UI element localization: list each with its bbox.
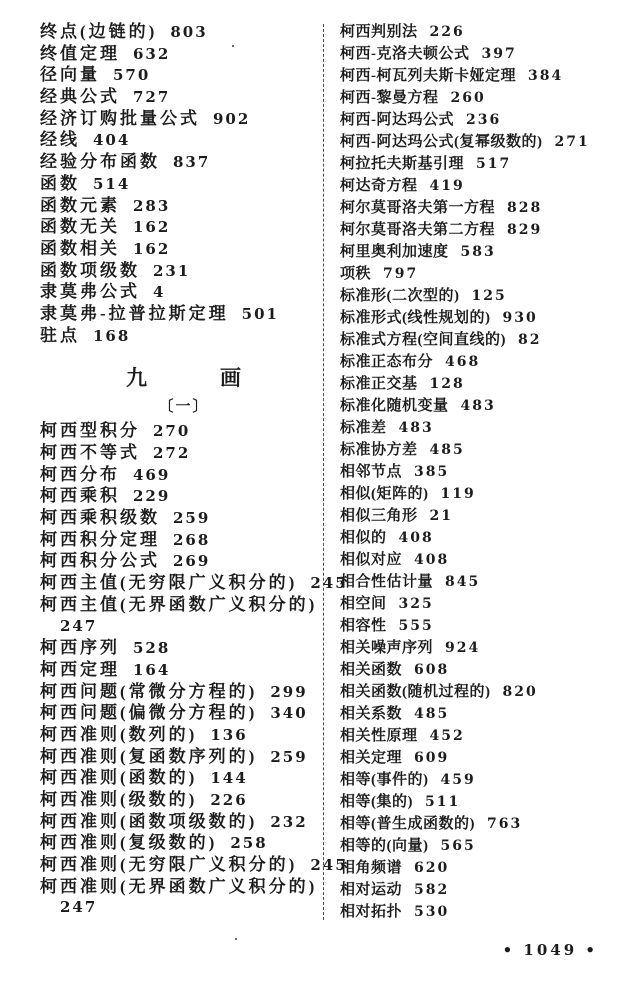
entry-term: 标准正态布分	[340, 354, 434, 370]
index-entry-row	[40, 151, 328, 173]
index-entry-row	[40, 260, 328, 282]
index-entry-row	[40, 195, 328, 217]
index-entry-row	[40, 681, 328, 703]
index-entry-row-wrapped	[40, 876, 328, 898]
blank-row	[40, 346, 328, 362]
entry-term: 相邻节点	[340, 464, 403, 480]
index-entry-row	[40, 724, 328, 746]
entry-term: 相等的(向量)	[340, 838, 429, 854]
index-entry-row	[40, 767, 328, 789]
entry-term: 柯西主值(无穷限广义积分的)	[40, 573, 298, 593]
entry-page-number: 924	[445, 640, 481, 656]
entry-page-number: 483	[460, 398, 496, 414]
entry-page-number: 259	[173, 509, 211, 528]
entry-term: 柯西准则(复级数的)	[40, 833, 218, 853]
entry-page-number: 501	[241, 304, 279, 323]
entry-term: 相等(普生成函数的)	[340, 816, 475, 832]
entry-page-number: 226	[429, 24, 465, 40]
entry-page-number: 608	[414, 662, 450, 678]
scan-speck	[235, 938, 237, 940]
index-entry-row	[40, 281, 328, 303]
entry-term: 柯尔莫哥洛夫第一方程	[340, 200, 496, 216]
index-entry-row	[40, 464, 328, 486]
entry-page-number: 340	[270, 704, 308, 723]
index-entry-row	[340, 483, 635, 505]
entry-page-number: 384	[528, 68, 564, 84]
index-entry-row	[40, 746, 328, 768]
index-entry-row	[340, 813, 635, 835]
entry-page-number: 803	[170, 23, 208, 41]
entry-term: 柯达奇方程	[340, 178, 418, 194]
entry-term: 柯西积分公式	[40, 551, 160, 571]
entry-term: 经典公式	[40, 87, 120, 107]
entry-term: 驻点	[40, 325, 80, 345]
entry-term: 相合性估计量	[340, 574, 434, 590]
index-entry-row	[40, 442, 328, 464]
entry-page-number: 483	[398, 420, 434, 436]
entry-term: 柯西问题(常微分方程的)	[40, 681, 258, 701]
entry-term: 柯西主值(无界函数广义积分的)	[40, 594, 318, 614]
entry-term: 柯西积分定理	[40, 529, 160, 549]
entry-page-number: 583	[460, 244, 496, 260]
index-entry-row	[340, 131, 635, 153]
entry-term: 相似的	[340, 530, 387, 546]
entry-term: 相容性	[340, 618, 387, 634]
entry-term: 柯西不等式	[40, 443, 140, 462]
entry-term: 标准差	[340, 420, 387, 436]
index-entry-continuation-row	[40, 897, 328, 919]
index-entry-row	[40, 64, 328, 86]
entry-page-number: 763	[487, 816, 523, 832]
entry-term: 隶莫弗-拉普拉斯定理	[40, 303, 229, 323]
index-entry-row	[340, 505, 635, 527]
index-entry-row	[340, 307, 635, 329]
entry-page-number: 511	[425, 794, 461, 810]
entry-term: 经验分布函数	[40, 152, 160, 172]
entry-term: 函数项级数	[40, 260, 140, 280]
index-entry-row	[40, 43, 328, 65]
entry-page-number: 820	[502, 684, 538, 700]
entry-term: 函数相关	[40, 238, 120, 258]
entry-term: 相似三角形	[340, 508, 418, 524]
entry-page-number: 125	[471, 288, 507, 304]
entry-term: 项秩	[340, 266, 372, 282]
index-entry-row	[340, 615, 635, 637]
entry-page-number: 530	[414, 904, 450, 920]
index-entry-row	[340, 43, 635, 65]
index-entry-row	[40, 420, 328, 442]
footer-page-number: • 1049 •	[502, 941, 598, 959]
entry-term: 相关性原理	[340, 728, 418, 744]
index-entry-row	[340, 901, 635, 923]
entry-page-number: 229	[133, 487, 171, 506]
entry-page-number: 247	[60, 898, 98, 917]
index-column-left	[40, 21, 348, 919]
entry-term: 柯西准则(函数的)	[40, 768, 198, 788]
entry-page-number: 632	[133, 44, 171, 63]
entry-page-number: 268	[173, 530, 211, 549]
entry-page-number: 408	[398, 530, 434, 546]
section-header-char: 画	[220, 366, 242, 391]
entry-page-number: 845	[445, 574, 481, 590]
entry-page-number: 119	[440, 486, 476, 502]
entry-page-number: 272	[153, 444, 191, 462]
index-entry-row	[40, 303, 328, 325]
index-entry-row	[40, 854, 348, 876]
entry-page-number: 162	[133, 239, 171, 258]
entry-page-number: 270	[153, 422, 191, 441]
index-entry-continuation-row	[40, 616, 328, 638]
entry-term: 柯西-克洛夫顿公式	[340, 46, 470, 62]
entry-term: 标准协方差	[340, 442, 418, 458]
index-entry-row	[40, 507, 328, 529]
entry-term: 标准化随机变量	[340, 398, 449, 414]
entry-page-number: 528	[133, 639, 171, 658]
entry-page-number: 837	[173, 153, 211, 172]
entry-term: 相角频谱	[340, 860, 403, 876]
entry-page-number: 797	[383, 266, 419, 282]
index-entry-row	[340, 461, 635, 483]
entry-term: 标准式方程(空间直线的)	[340, 332, 506, 348]
entry-page-number: 828	[507, 200, 543, 216]
index-entry-row	[340, 527, 635, 549]
index-entry-row-wrapped	[40, 594, 328, 616]
entry-term: 柯西-黎曼方程	[340, 90, 439, 106]
entry-term: 经济订购批量公式	[40, 108, 200, 128]
entry-term: 柯西问题(偏微分方程的)	[40, 703, 258, 723]
entry-term: 径向量	[40, 65, 100, 85]
entry-page-number: 930	[502, 310, 538, 326]
entry-page-number: 829	[507, 222, 543, 238]
index-entry-row	[40, 529, 328, 551]
entry-term: 相对拓扑	[340, 904, 403, 920]
entry-term: 相对运动	[340, 882, 403, 898]
entry-page-number: 459	[440, 772, 476, 788]
entry-page-number: 397	[481, 46, 517, 62]
index-entry-row	[340, 241, 635, 263]
index-entry-row	[340, 153, 635, 175]
index-entry-row	[340, 197, 635, 219]
column-divider-line	[323, 24, 324, 920]
index-entry-row	[340, 681, 635, 703]
entry-page-number: 136	[210, 725, 248, 744]
index-entry-row	[340, 659, 635, 681]
index-entry-row	[340, 879, 635, 901]
entry-page-number: 299	[270, 682, 308, 701]
entry-page-number: 231	[153, 261, 191, 280]
entry-page-number: 404	[93, 131, 131, 150]
entry-term: 终点(边链的)	[40, 22, 158, 41]
entry-term: 相关函数(随机过程的)	[340, 684, 491, 700]
entry-page-number: 258	[230, 834, 268, 853]
index-entry-row	[40, 173, 328, 195]
entry-term: 经线	[40, 130, 80, 150]
entry-page-number: 271	[554, 134, 590, 150]
entry-page-number: 226	[210, 791, 248, 809]
entry-term: 柯西乘积	[40, 486, 120, 506]
index-entry-row	[340, 395, 635, 417]
entry-page-number: 469	[133, 465, 171, 484]
entry-page-number: 582	[414, 882, 450, 898]
entry-page-number: 902	[213, 109, 251, 128]
index-entry-row	[340, 329, 635, 351]
entry-term: 函数元素	[40, 195, 120, 215]
index-entry-row	[340, 21, 635, 43]
radical-subsection-marker	[40, 394, 328, 420]
entry-page-number: 517	[476, 156, 512, 172]
entry-term: 柯西序列	[40, 638, 120, 658]
index-entry-row	[40, 21, 328, 43]
entry-term: 柯西准则(无穷限广义积分的)	[40, 855, 298, 875]
entry-term: 柯西-柯瓦列夫斯卡娅定理	[340, 68, 516, 84]
entry-term: 柯拉托夫斯基引理	[340, 156, 465, 172]
entry-term: 柯西型积分	[40, 421, 140, 441]
entry-term: 相等(集的)	[340, 794, 413, 810]
subsection-marker-text: 〔一〕	[158, 399, 210, 416]
entry-term: 相空间	[340, 596, 387, 612]
entry-page-number: 283	[133, 196, 171, 215]
entry-page-number: 385	[414, 464, 450, 480]
index-entry-row	[40, 86, 328, 108]
index-entry-row	[40, 550, 328, 572]
index-entry-row	[340, 65, 635, 87]
entry-term: 柯西判别法	[340, 24, 418, 40]
entry-term: 标准形式(线性规划的)	[340, 310, 491, 326]
entry-term: 柯西分布	[40, 464, 120, 484]
index-entry-row	[40, 129, 328, 151]
index-entry-row	[340, 417, 635, 439]
index-entry-row	[340, 285, 635, 307]
entry-page-number: 4	[153, 283, 166, 302]
index-entry-row	[40, 108, 328, 130]
entry-page-number: 514	[93, 174, 131, 193]
entry-page-number: 727	[133, 88, 171, 107]
index-entry-row	[340, 703, 635, 725]
index-entry-row	[40, 325, 328, 347]
index-entry-row	[340, 87, 635, 109]
index-entry-row	[340, 439, 635, 461]
entry-page-number: 245	[310, 574, 348, 593]
index-entry-row	[340, 263, 635, 285]
entry-page-number: 269	[173, 552, 211, 571]
entry-page-number: 82	[518, 332, 542, 348]
index-entry-row	[40, 659, 328, 681]
entry-term: 柯西-阿达玛公式(复幂级数的)	[340, 134, 543, 150]
index-entry-row	[340, 857, 635, 879]
index-entry-row	[40, 572, 348, 594]
entry-page-number: 260	[450, 90, 486, 106]
index-column-right	[340, 21, 635, 923]
entry-term: 相关定理	[340, 750, 403, 766]
entry-page-number: 236	[466, 112, 502, 128]
entry-page-number: 325	[398, 596, 434, 612]
entry-term: 相关函数	[340, 662, 403, 678]
entry-term: 柯西准则(无界函数广义积分的)	[40, 876, 318, 896]
entry-page-number: 164	[133, 660, 171, 679]
entry-term: 相似对应	[340, 552, 403, 568]
entry-term: 柯西准则(数列的)	[40, 724, 198, 744]
entry-term: 标准正交基	[340, 376, 418, 392]
entry-term: 相似(矩阵的)	[340, 486, 429, 502]
section-header-char: 九	[126, 366, 148, 391]
entry-page-number: 452	[429, 728, 465, 744]
entry-page-number: 485	[429, 442, 465, 458]
entry-term: 柯尔莫哥洛夫第二方程	[340, 222, 496, 238]
index-entry-row	[340, 351, 635, 373]
index-entry-row	[340, 175, 635, 197]
entry-term: 柯西准则(级数的)	[40, 790, 198, 809]
entry-page-number: 555	[398, 618, 434, 634]
entry-page-number: 162	[133, 218, 171, 237]
entry-term: 隶莫弗公式	[40, 282, 140, 302]
index-entry-row	[340, 593, 635, 615]
entry-page-number: 259	[270, 747, 308, 766]
entry-page-number: 419	[429, 178, 465, 194]
entry-term: 相关系数	[340, 706, 403, 722]
entry-term: 函数无关	[40, 217, 120, 237]
index-entry-row	[340, 747, 635, 769]
entry-page-number: 232	[270, 812, 308, 831]
entry-term: 柯里奥利加速度	[340, 244, 449, 260]
index-entry-row	[340, 109, 635, 131]
index-entry-row	[40, 216, 328, 238]
entry-page-number: 247	[60, 616, 98, 635]
entry-term: 柯西准则(复函数序列的)	[40, 746, 258, 766]
index-entry-row	[40, 832, 328, 854]
entry-term: 相关噪声序列	[340, 640, 434, 656]
index-entry-row	[40, 637, 328, 659]
entry-page-number: 21	[429, 508, 453, 524]
entry-term: 柯西乘积级数	[40, 508, 160, 528]
entry-page-number: 620	[414, 860, 450, 876]
entry-term: 柯西准则(函数项级数的)	[40, 811, 258, 831]
entry-term: 标准形(二次型的)	[340, 288, 460, 304]
index-entry-row	[40, 238, 328, 260]
entry-page-number: 144	[210, 769, 248, 788]
entry-term: 相等(事件的)	[340, 772, 429, 788]
index-entry-row	[340, 373, 635, 395]
entry-page-number: 168	[93, 326, 131, 345]
scan-speck	[232, 45, 234, 47]
entry-page-number: 245	[310, 856, 348, 875]
index-entry-row	[340, 725, 635, 747]
index-entry-row	[340, 769, 635, 791]
entry-page-number: 570	[113, 66, 151, 85]
index-entry-row	[40, 702, 328, 724]
index-entry-row	[340, 791, 635, 813]
index-entry-row	[40, 811, 328, 833]
index-entry-row	[340, 637, 635, 659]
entry-page-number: 485	[414, 706, 450, 722]
entry-term: 柯西-阿达玛公式	[340, 112, 454, 128]
index-entry-row	[340, 549, 635, 571]
entry-term: 柯西定理	[40, 659, 120, 679]
index-entry-row	[340, 219, 635, 241]
index-entry-row	[340, 835, 635, 857]
entry-term: 终值定理	[40, 43, 120, 63]
entry-page-number: 565	[440, 838, 476, 854]
entry-page-number: 468	[445, 354, 481, 370]
entry-page-number: 128	[429, 376, 465, 392]
index-entry-row	[40, 485, 328, 507]
entry-term: 函数	[40, 173, 80, 193]
entry-page-number: 408	[414, 552, 450, 568]
index-entry-row	[40, 789, 328, 811]
entry-page-number: 609	[414, 750, 450, 766]
stroke-section-header	[40, 362, 328, 394]
index-entry-row	[340, 571, 635, 593]
